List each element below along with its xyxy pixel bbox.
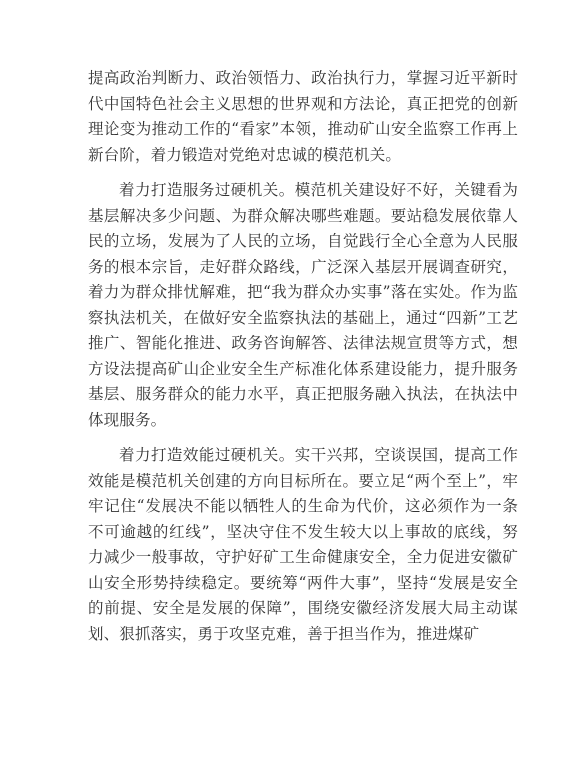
paragraph-efficiency: 着力打造效能过硬机关。实干兴邦，空谈误国，提高工作效能是模范机关创建的方向目标所在。要立足“两个至上”，牢牢记住“发展决不能以牺牲人的生命为代价，这必须作为一条不可逾越的红线”，坚决守住不发生较大以上事故的底线，努力减少一般事故，守护好矿工生命健康安全，全力促进安徽矿山安全形势持续稳定。要统筹“两件大事”，坚持“发展是安全的前提、安全是发展的保障”，围绕安徽经济发展大局主动谋划、狠抓落实，勇于攻坚克难，善于担当作为，推进煤矿	[88, 446, 518, 643]
paragraph-service: 着力打造服务过硬机关。模范机关建设好不好，关键看为基层解决多少问题、为群众解决哪些难题。要站稳发展依靠人民的立场，发展为了人民的立场，自觉践行全心全意为人民服务的根本宗旨，走好群众路线，广泛深入基层开展调查研究，着力为群众排忧解难，把“我为群众办实事”落在实处。作为监察执法机关，在做好安全监察执法的基础上，通过“四新”工艺推广、智能化推进、政务咨询解答、法律法规宣贯等方式，想方设法提高矿山企业安全生产标准化体系建设能力，提升服务基层、服务群众的能力水平，真正把服务融入执法，在执法中体现服务。	[88, 181, 518, 429]
paragraph-spacer	[88, 433, 518, 443]
paragraph-continuation: 提高政治判断力、政治领悟力、政治执行力，掌握习近平新时代中国特色社会主义思想的世界观和方法论，真正把党的创新理论变为推动工作的“看家”本领，推动矿山安全监察工作再上新台阶，着力锻造对党绝对忠诚的模范机关。	[88, 69, 518, 164]
paragraph-spacer	[88, 168, 518, 178]
document-body	[88, 66, 518, 647]
